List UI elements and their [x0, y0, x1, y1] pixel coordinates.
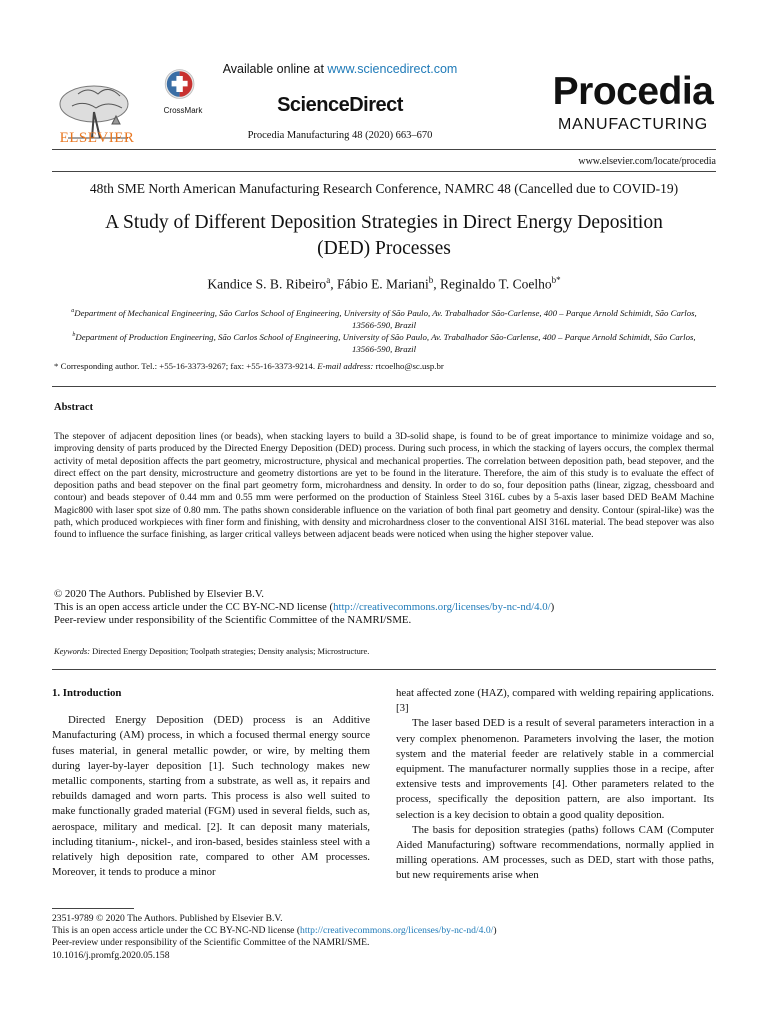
author-affiliation-sup: b — [428, 275, 434, 285]
affiliation-a-sup: a — [71, 308, 75, 314]
affiliation-b-text: Department of Production Engineering, São Carlos School of Engineering, University of São Paulo, Av. Trabalhador São-Carlense, 400 – Parque Arnold Schimidt, São Carlos, 13566-590, Brazil — [75, 331, 696, 354]
conference-line: 48th SME North American Manufacturing Research Conference, NAMRC 48 (Cancelled due to COVID-19) — [89, 181, 679, 196]
license-link[interactable]: http://creativecommons.org/licenses/by-nc-nd/4.0/ — [333, 601, 551, 613]
right-column — [396, 686, 714, 884]
footer-license-link[interactable]: http://creativecommons.org/licenses/by-nc-nd/4.0/ — [300, 925, 494, 937]
license-line — [54, 601, 714, 614]
intro-paragraph-2: The laser based DED is a result of several parameters interaction in a very complex phenomenon. Parameters involving the laser, the motion system and the material feeder are relatively stable in a commercial equipment. The manufacturer normally supplies those in a recipe, after extensive tests and improvements [4]. Other parameters related to the process, specifically the deposition pattern, are also important. Its selection is a key decision to obtain a good quality deposition. — [396, 717, 714, 821]
footer-rule — [52, 908, 134, 909]
email-label: E-mail address: — [317, 361, 374, 371]
journal-logo-subtitle: MANUFACTURING — [558, 116, 708, 133]
footer-block — [52, 913, 716, 962]
left-column — [52, 686, 370, 880]
author-list — [40, 275, 728, 293]
available-prefix: Available online at — [222, 62, 328, 76]
author-name: Kandice S. B. Ribeiro — [207, 276, 327, 292]
author-name: Fábio E. Mariani — [336, 276, 429, 292]
author-separator: , — [433, 276, 441, 292]
journal-citation: Procedia Manufacturing 48 (2020) 663–670 — [247, 130, 433, 141]
affiliation-b — [70, 329, 698, 355]
footer-peer-review: Peer-review under responsibility of the Scientific Committee of the NAMRI/SME. — [52, 937, 370, 949]
corresponding-contact: * Corresponding author. Tel.: +55-16-3373-9267; fax: +55-16-3373-9214. — [54, 361, 316, 371]
peer-review-line: Peer-review under responsibility of the Scientific Committee of the NAMRI/SME. — [54, 614, 412, 626]
footer-license-suffix: ) — [493, 925, 497, 937]
footer-license-prefix: This is an open access article under the CC BY-NC-ND license ( — [52, 925, 301, 937]
crossmark-icon[interactable] — [160, 68, 204, 108]
copyright-line: © 2020 The Authors. Published by Elsevier B.V. — [54, 588, 264, 600]
author-affiliation-sup: a — [326, 275, 331, 285]
keywords-line — [54, 647, 714, 656]
title-line-1: A Study of Different Deposition Strategies in Direct Energy Deposition — [105, 212, 663, 233]
crossmark-label: CrossMark — [163, 106, 203, 115]
author-separator: , — [330, 276, 337, 292]
author-name: Reginaldo T. Coelho — [440, 276, 552, 292]
affiliation-a — [70, 305, 698, 331]
issn-line: 2351-9789 © 2020 The Authors. Published by Elsevier B.V. — [52, 913, 283, 924]
abstract-rule — [52, 386, 716, 387]
journal-url[interactable]: www.elsevier.com/locate/procedia — [578, 156, 716, 167]
license-prefix: This is an open access article under the CC BY-NC-ND license ( — [54, 601, 334, 613]
keywords-rule — [52, 669, 716, 670]
abstract-heading: Abstract — [54, 402, 94, 413]
doi-line[interactable]: 10.1016/j.promfg.2020.05.158 — [52, 949, 170, 961]
intro-paragraph-continued: heat affected zone (HAZ), compared with welding repairing applications. [3] — [396, 687, 714, 715]
affiliation-b-sup: b — [72, 332, 76, 338]
footer-license-line — [52, 925, 716, 937]
corresponding-author — [54, 361, 714, 371]
keywords-label: Keywords: — [54, 647, 90, 656]
title-line-2: (DED) Processes — [317, 238, 451, 259]
intro-paragraph-3: The basis for deposition strategies (paths) follows CAM (Computer Aided Manufacturing) software recommendations, normally applied in milling operations. AM processes, such as DED, start with those paths, but new requirements arise when — [396, 823, 714, 882]
copyright-block — [54, 588, 714, 627]
availability-line — [200, 62, 480, 76]
header-rule-lower — [52, 171, 716, 172]
intro-paragraph-1: Directed Energy Deposition (DED) process is an Additive Manufacturing (AM) process, in which a focused thermal energy source fuses material, in general metallic powder, or wire, by melting them during layer-by-layer deposition [1]. Such technology makes new metallic components, starting from a substrate, as well as, it repairs and rebuilds damaged and worn parts. This process is also well suited to make functionally graded material (FGM) used in several fields, such as, aerospace, military and medical. [2]. It can deposit many materials, including titanium-, nickel-, and iron-based, besides stainless steel with a relatively high deposition rate, compared to other AM processes. Moreover, it tends to produce a minor — [52, 714, 370, 879]
section-heading: 1. Introduction — [52, 687, 122, 699]
journal-logo-title: Procedia — [552, 70, 714, 113]
sciencedirect-link[interactable]: www.sciencedirect.com — [327, 62, 458, 76]
keywords-list: Directed Energy Deposition; Toolpath strategies; Density analysis; Microstructure. — [89, 647, 370, 656]
paper-title — [40, 210, 728, 262]
header-rule — [52, 149, 716, 150]
abstract-body: The stepover of adjacent deposition lines (or beads), when stacking layers to build a 3D-solid shape, is found to be of great importance to minimize voidage and so, improving density of parts produced by the Directed Energy Deposition (DED) process. During such process, in which the stacking of layers occurs, the complex thermal activity of metal deposition affects the part geometry, microstructure, physical and mechanical properties. The correlation between deposition path, bead stepover, and the direct effect on the part density, microstructure and geometry distortions are yet to be found in the literature. Therefore, the aim of this study is to evaluate the effect of deposition paths and bead stepover on the final part geometry form, microhardness and density. In order to do so, four deposition paths (linear, zigzag, chessboard and contour) and beads stepover of 0.44 mm and 0.55 mm were performed on the production of Stainless Steel 316L cubes by a 5-axis laser based DED BeAM Machine Magic800 with laser spot size of 0.80 mm. The paths shown considerable influence on the variation of both final part geometry and density. Contour (spiral-like) was the path, which produced workpieces with finer form and finishing, with density and microhardness closer to the conventional AISI 316L material. The bead stepover was also found to influence the surface finishing, as larger critical valleys between adjacent beads were noticed when using the higher stepover value. — [54, 431, 714, 541]
author-affiliation-sup: b* — [551, 275, 561, 285]
elsevier-wordmark: ELSEVIER — [59, 130, 135, 146]
sciencedirect-logo: ScienceDirect — [277, 94, 403, 116]
email-address[interactable]: rtcoelho@sc.usp.br — [375, 361, 444, 371]
affiliation-a-text: Department of Mechanical Engineering, São Carlos School of Engineering, University of São Paulo, Av. Trabalhador São-Carlense, 400 – Parque Arnold Schimidt, São Carlos, 13566-590, Brazil — [74, 307, 697, 330]
license-suffix: ) — [550, 601, 555, 613]
